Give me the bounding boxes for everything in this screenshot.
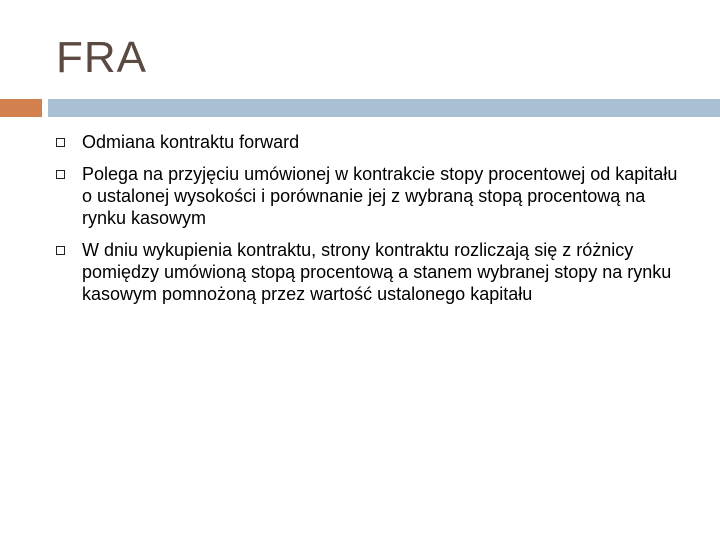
accent-bar-orange <box>0 99 42 117</box>
bullet-text: Odmiana kontraktu forward <box>82 132 300 152</box>
bullet-list <box>56 131 681 315</box>
hollow-square-bullet-icon <box>56 138 65 147</box>
bullet-item <box>56 239 681 305</box>
bullet-text: Polega na przyjęciu umówionej w kontrakcie stopy procentowej od kapitału o ustalonej wysokości i porównanie jej z wybraną stopą procentową na rynku kasowym <box>82 164 678 228</box>
bullet-text: W dniu wykupienia kontraktu, strony kontraktu rozliczają się z różnicy pomiędzy umówioną stopą procentową a stanem wybranej stopy na rynku kasowym pomnożoną przez wartość ustalonego kapitału <box>82 240 672 304</box>
bullet-item <box>56 131 681 153</box>
hollow-square-bullet-icon <box>56 246 65 255</box>
bullet-item <box>56 163 681 229</box>
hollow-square-bullet-icon <box>56 170 65 179</box>
accent-bar-blue <box>48 99 720 117</box>
slide-title: FRA <box>56 33 147 82</box>
